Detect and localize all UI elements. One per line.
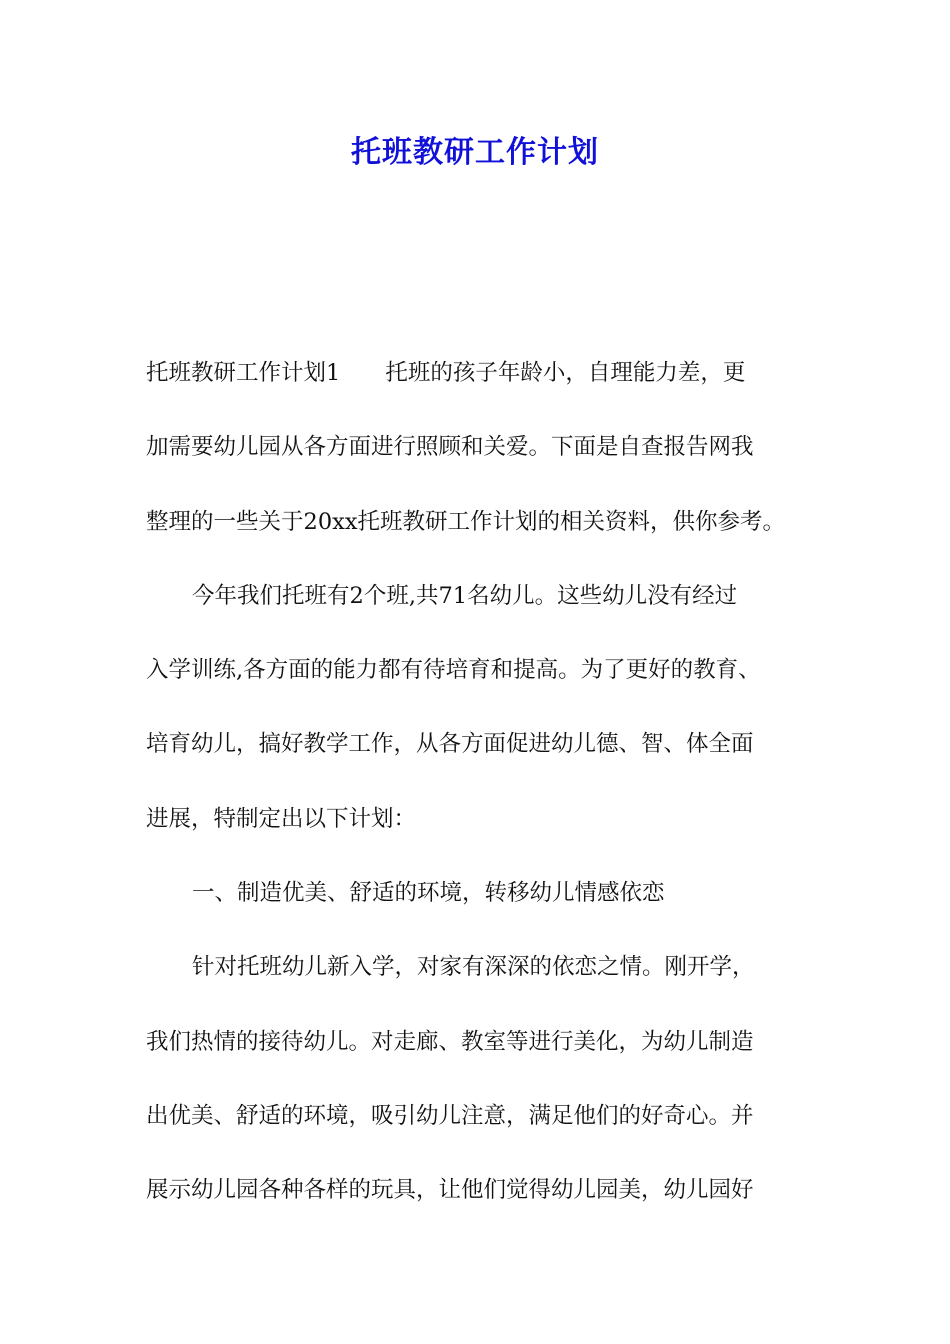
section-heading: 一、制造优美、舒适的环境，转移幼儿情感依恋: [192, 880, 665, 907]
body-line: 加需要幼儿园从各方面进行照顾和关爱。下面是自查报告网我: [146, 434, 754, 461]
body-line: 我们热情的接待幼儿。对走廊、教室等进行美化，为幼儿制造: [146, 1028, 754, 1055]
document-body: [146, 336, 810, 1228]
body-line: 培育幼儿，搞好教学工作，从各方面促进幼儿德、智、体全面: [146, 731, 754, 758]
body-line: 展示幼儿园各种各样的玩具，让他们觉得幼儿园美，幼儿园好: [146, 1177, 754, 1204]
body-line: 针对托班幼儿新入学，对家有深深的依恋之情。刚开学，: [192, 954, 755, 981]
body-line: 今年我们托班有2个班,共71名幼儿。这些幼儿没有经过: [192, 582, 738, 609]
body-line: 托班教研工作计划1 托班的孩子年龄小，自理能力差，更: [146, 360, 746, 386]
body-line: 进展，特制定出以下计划：: [146, 805, 417, 832]
body-line: 整理的一些关于20xx托班教研工作计划的相关资料，供你参考。: [146, 508, 786, 535]
body-line: 入学训练,各方面的能力都有待培育和提高。为了更好的教育、: [146, 657, 761, 684]
body-line: 出优美、舒适的环境，吸引幼儿注意，满足他们的好奇心。并: [146, 1102, 754, 1129]
document-title: 托班教研工作计划: [351, 135, 599, 170]
